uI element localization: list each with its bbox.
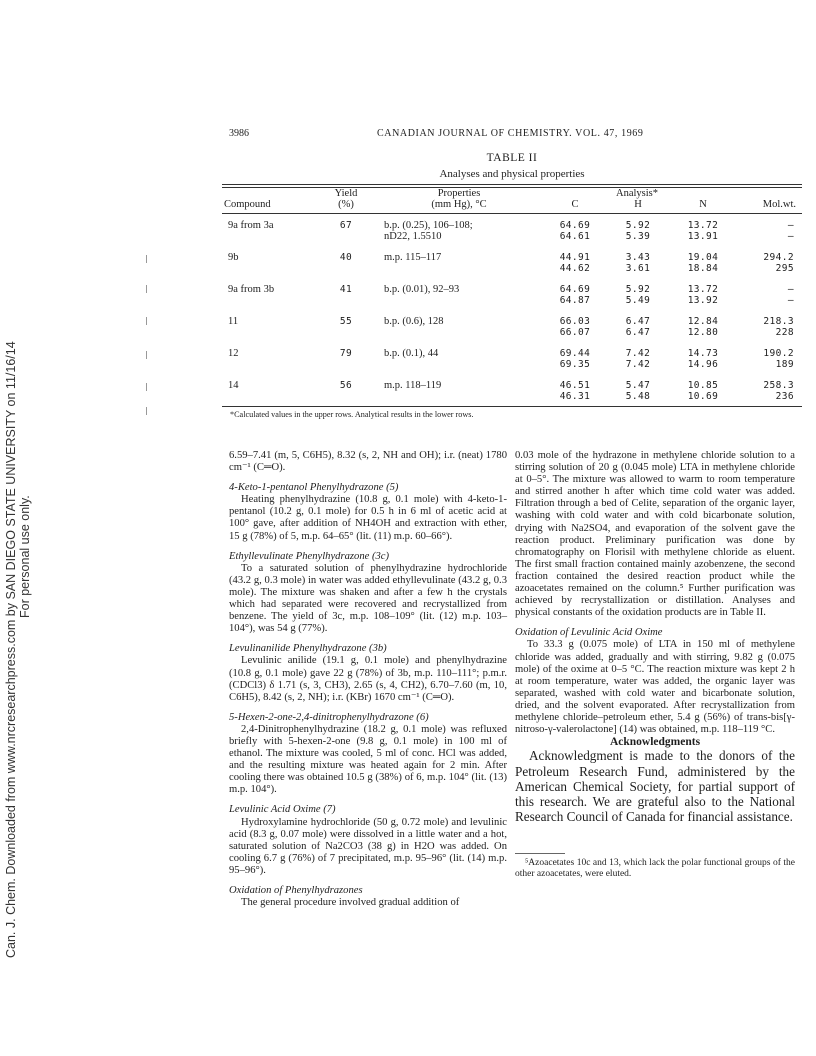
personal-use-line: For personal use only.: [18, 495, 32, 618]
table-row: [222, 214, 802, 246]
properties-cell: m.p. 115–117: [384, 252, 442, 263]
table-caption: Analyses and physical properties: [439, 168, 585, 180]
section-heading: Oxidation of Levulinic Acid Oxime: [515, 627, 663, 639]
paragraph: 6.59–7.41 (m, 5, C6H5), 8.32 (s, 2, NH and OH); i.r. (neat) 1780 cm⁻¹ (C═O).: [229, 450, 507, 474]
compound-cell: 9a from 3a: [228, 220, 274, 231]
scan-margin-marks: [146, 255, 149, 415]
section-heading: 5-Hexen-2-one-2,4-dinitrophenylhydrazone (6): [229, 711, 429, 723]
h-header: H: [634, 199, 642, 210]
nitrogen-cell: 14.73 14.96: [687, 348, 719, 370]
download-stamp: [2, 88, 36, 988]
properties-cell: b.p. (0.6), 128: [384, 316, 444, 327]
yield-cell: 55: [339, 316, 353, 327]
compound-cell: 12: [228, 348, 239, 359]
carbon-cell: 64.69 64.87: [559, 284, 591, 306]
left-column: [229, 450, 507, 909]
nitrogen-cell: 12.84 12.80: [687, 316, 719, 338]
table-row: [222, 374, 802, 406]
running-head: CANADIAN JOURNAL OF CHEMISTRY. VOL. 47, 1969: [377, 128, 644, 139]
molwt-cell: — —: [787, 284, 794, 306]
nitrogen-cell: 19.04 18.84: [687, 252, 719, 274]
molwt-cell: 258.3 236: [763, 380, 794, 402]
analysis-header: Analysis*: [616, 188, 658, 199]
nitrogen-cell: 13.72 13.91: [687, 220, 719, 242]
hydrogen-cell: 3.43 3.61: [625, 252, 651, 274]
paragraph: To a saturated solution of phenylhydrazine hydrochloride (43.2 g, 0.3 mole) in water was added ethyllevulinate (43.2 g, 0.3 mole). The mixture was shaken and after a few h the crystals which had separated were recovered and recrystallized from benzene. The yield of 3c, m.p. 108–109° (lit. (12) m.p. 103–104°), was 54 g (77%).: [229, 562, 507, 635]
yield-cell: 40: [339, 252, 353, 263]
section-heading: Ethyllevulinate Phenylhydrazone (3c): [229, 550, 390, 562]
hydrogen-cell: 5.92 5.39: [625, 220, 651, 242]
molwt-cell: 190.2 189: [763, 348, 794, 370]
carbon-cell: 44.91 44.62: [559, 252, 591, 274]
table-bottom-rule: [222, 406, 802, 407]
n-header: N: [699, 199, 707, 210]
table-row: [222, 342, 802, 374]
section-heading: 4-Keto-1-pentanol Phenylhydrazone (5): [229, 482, 399, 494]
compound-cell: 9a from 3b: [228, 284, 275, 295]
c-header: C: [571, 199, 579, 210]
molwt-cell: 218.3 228: [763, 316, 794, 338]
paragraph: To 33.3 g (0.075 mole) of LTA in 150 ml of methylene chloride was added, gradually and with stirring, 9.82 g (0.075 mole) of the oxime at 0–5 °C. The reaction mixture was kept 2 h at room temperature, water was added, the organic layer was separated, washed with cold water and bicarbonate solution, dried, and the solvent evaporated. After recrystallization from methylene chloride–petroleum ether, 5.4 g (56%) of trans-bis[γ-nitroso-γ-valerolactone] (14) was obtained, m.p. 118–119 °C.: [515, 639, 795, 736]
yield-cell: 67: [339, 220, 353, 231]
section-heading: Oxidation of Phenylhydrazones: [229, 885, 363, 896]
paragraph: Heating phenylhydrazine (10.8 g, 0.1 mole) with 4-keto-1-pentanol (10.2 g, 0.1 mole) for 0.5 h in 6 ml of acetic acid at 100° gave, after addition of NH4OH and extraction with ether, 15 g (78%) of 5, m.p. 64–65° (lit. (11) m.p. 60–66°).: [229, 494, 507, 542]
hydrogen-cell: 5.47 5.48: [625, 380, 651, 402]
right-column: [515, 450, 795, 880]
carbon-cell: 46.51 46.31: [559, 380, 591, 402]
table-footnote: *Calculated values in the upper rows. Analytical results in the lower rows.: [230, 410, 474, 419]
acknowledgments-text: Acknowledgment is made to the donors of the Petroleum Research Fund, administered by the American Chemical Society, for partial support of this research. We are grateful also to the National Research Council of Canada for financial assistance.: [515, 748, 795, 825]
section-heading: Levulinic Acid Oxime (7): [229, 804, 336, 816]
paragraph: 2,4-Dinitrophenylhydrazine (18.2 g, 0.1 mole) was refluxed briefly with 5-hexen-2-one (9.8 g, 0.1 mole) in 100 ml of ethanol. The mixture was cooled, 5 ml of conc. HCl was added, and the resulting mixture was heated again for 2 min. After cooling there was obtained 10.5 g (38%) of 6, m.p. 104° (lit. (13) m.p. 104°).: [229, 723, 507, 796]
properties-header: Properties: [437, 188, 481, 199]
footnote-rule: [515, 853, 565, 854]
table-row: [222, 310, 802, 342]
hydrogen-cell: 5.92 5.49: [625, 284, 651, 306]
yield-header: Yield: [334, 188, 358, 199]
yield-unit: (%): [338, 199, 354, 210]
compound-header: Compound: [224, 199, 271, 210]
paragraph: Hydroxylamine hydrochloride (50 g, 0.72 mole) and levulinic acid (8.3 g, 0.07 mole) were dissolved in a little water and a hot, saturated solution of Na2CO3 (38 g) in H2O was added. On cooling 6.7 g (76%) of 7 precipitated, m.p. 95–96° (lit. (14) m.p. 95–96°).: [229, 816, 507, 876]
analyses-table: [222, 184, 802, 419]
molwt-header: Mol.wt.: [762, 199, 796, 210]
carbon-cell: 66.03 66.07: [559, 316, 591, 338]
paragraph: Levulinic anilide (19.1 g, 0.1 mole) and phenylhydrazine (10.8 g, 0.1 mole) gave 22 g (78%) of 3b, m.p. 110–111°; p.m.r. (CDCl3) δ 1.71 (s, 3, CH3), 2.65 (s, 4, CH2), 6.70–7.60 (m, 10, C6H5), 8.42 (s, 2, NH); i.r. (KBr) 1670 cm⁻¹ (C═O).: [229, 655, 507, 703]
yield-cell: 41: [339, 284, 353, 295]
table-row: [222, 278, 802, 310]
nitrogen-cell: 10.85 10.69: [687, 380, 719, 402]
yield-cell: 79: [339, 348, 353, 359]
properties-unit: (mm Hg), °C: [431, 199, 487, 210]
properties-cell: b.p. (0.01), 92–93: [384, 284, 460, 295]
page-header: [229, 128, 795, 142]
properties-cell: m.p. 118–119: [384, 380, 442, 391]
carbon-cell: 69.44 69.35: [559, 348, 591, 370]
compound-cell: 14: [228, 380, 239, 391]
molwt-cell: — —: [787, 220, 794, 242]
footnote: ⁵Azoacetates 10c and 13, which lack the polar functional groups of the other azoacetates, were eluted.: [515, 857, 795, 879]
molwt-cell: 294.2 295: [763, 252, 794, 274]
compound-cell: 11: [228, 316, 239, 327]
page-number: 3986: [229, 128, 249, 139]
compound-cell: 9b: [228, 252, 239, 263]
properties-cell: b.p. (0.1), 44: [384, 348, 439, 359]
properties-cell: b.p. (0.25), 106–108; nD22, 1.5510: [384, 220, 473, 242]
hydrogen-cell: 7.42 7.42: [625, 348, 651, 370]
nitrogen-cell: 13.72 13.92: [687, 284, 719, 306]
acknowledgments-heading: Acknowledgments: [609, 736, 701, 749]
hydrogen-cell: 6.47 6.47: [625, 316, 651, 338]
carbon-cell: 64.69 64.61: [559, 220, 591, 242]
download-stamp-line: Can. J. Chem. Downloaded from www.nrcresearchpress.com by SAN DIEGO STATE UNIVERSITY on 11/16/14: [4, 341, 18, 958]
table-row: [222, 246, 802, 278]
table-title: TABLE II: [486, 152, 538, 164]
paragraph: The general procedure involved gradual addition of: [241, 897, 460, 909]
yield-cell: 56: [339, 380, 353, 391]
paragraph: 0.03 mole of the hydrazone in methylene chloride solution to a stirring solution of 20 g (0.045 mole) LTA in methylene chloride at 0–5°. The mixture was allowed to warm to room temperature and stirred another h after which time cold water was added. Filtration through a bed of Celite, separation of the organic layer, washing with cold water and with cold bicarbonate solution, drying with Na2SO4, and evaporation of the solvent gave the reaction product. Preliminary purification was done by chromatography on Florisil with methylene chloride as eluent. The first small fraction contained mainly azobenzene, the second fraction contained the desired reaction product while the azoacetates remained on the column.⁵ Further purification was achieved by recrystallization or distillation. Analyses and physical constants of the oxidation products are in Table II.: [515, 450, 795, 619]
section-heading: Levulinanilide Phenylhydrazone (3b): [229, 643, 387, 655]
analyses-data-table: [222, 188, 802, 406]
